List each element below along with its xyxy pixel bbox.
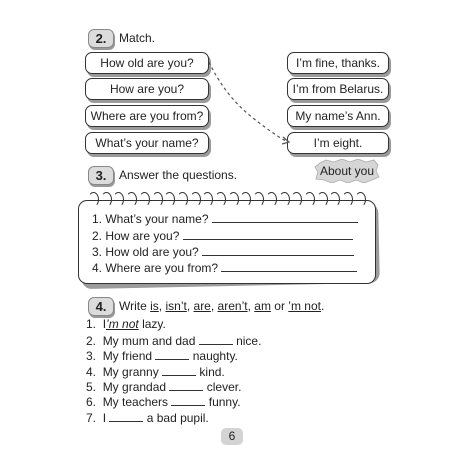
answer-box-ann[interactable]: My name’s Ann. [287, 105, 389, 127]
match-line [205, 56, 295, 146]
exercise-item-2: 2. My mum and dad nice. [86, 334, 262, 348]
exercise-item-3: 3. My friend naughty. [86, 349, 238, 363]
answer-field-3[interactable] [202, 244, 354, 256]
spiral-ring [101, 192, 112, 207]
about-you-label: About you [319, 164, 375, 178]
blank-7[interactable] [109, 410, 143, 422]
answer-field-2[interactable] [183, 228, 353, 240]
question-box-where-from[interactable]: Where are you from? [85, 105, 209, 127]
answer-line-1 [92, 211, 358, 227]
answer-box-eight[interactable]: I’m eight. [287, 132, 389, 154]
spiral-ring [139, 192, 150, 207]
blank-3[interactable] [155, 348, 189, 360]
answer-line-3 [92, 244, 354, 260]
answer-box-belarus[interactable]: I’m from Belarus. [287, 78, 389, 100]
spiral-ring [355, 192, 366, 207]
question-4: 4. Where are you from? [92, 261, 219, 275]
spiral-ring [88, 192, 99, 207]
spiral-ring [177, 192, 188, 207]
exercise-example: 1. I’m not lazy. [86, 317, 166, 331]
word-am: am [254, 299, 271, 313]
answer-line-2 [92, 228, 353, 244]
blank-2[interactable] [199, 333, 233, 345]
spiral-ring [342, 192, 353, 207]
task-3-title: Answer the questions. [119, 168, 238, 182]
task-2-number: 2. [88, 29, 114, 48]
spiral-ring [215, 192, 226, 207]
exercise-item-4: 4. My granny kind. [86, 365, 225, 379]
answer-box-fine[interactable]: I’m fine, thanks. [287, 52, 389, 74]
spiral-ring [304, 192, 315, 207]
example-answer: ’m not [106, 317, 139, 331]
word-is: is [150, 299, 159, 313]
spiral-ring [266, 192, 277, 207]
exercise-item-7: 7. I a bad pupil. [86, 411, 209, 425]
question-box-how-are-you[interactable]: How are you? [85, 78, 209, 100]
spiral-ring [317, 192, 328, 207]
question-3: 3. How old are you? [92, 245, 199, 259]
spiral-ring [228, 192, 239, 207]
spiral-ring [190, 192, 201, 207]
exercise-item-5: 5. My grandad clever. [86, 380, 242, 394]
task-4-title: Write is, isn’t, are, aren’t, am or ’m not. [119, 299, 325, 313]
task-3-number: 3. [88, 166, 114, 185]
answer-field-4[interactable] [221, 260, 357, 272]
question-2: 2. How are you? [92, 229, 180, 243]
blank-5[interactable] [169, 379, 203, 391]
exercise-item-6: 6. My teachers funny. [86, 395, 241, 409]
answer-field-1[interactable] [212, 211, 358, 223]
task-4-number: 4. [88, 297, 114, 316]
spiral-ring [152, 192, 163, 207]
word-are: are [193, 299, 211, 313]
task-2-title: Match. [119, 31, 156, 45]
question-box-name[interactable]: What’s your name? [85, 132, 209, 154]
blank-6[interactable] [171, 394, 205, 406]
page-number: 6 [221, 428, 243, 445]
question-box-how-old[interactable]: How old are you? [85, 52, 209, 74]
word-m-not: ’m not [288, 299, 321, 313]
question-1: 1. What’s your name? [92, 212, 209, 226]
blank-4[interactable] [162, 364, 196, 376]
word-arent: aren’t [217, 299, 248, 313]
spiral-ring [279, 192, 290, 207]
word-isnt: isn’t [165, 299, 187, 313]
answer-line-4 [92, 260, 357, 276]
